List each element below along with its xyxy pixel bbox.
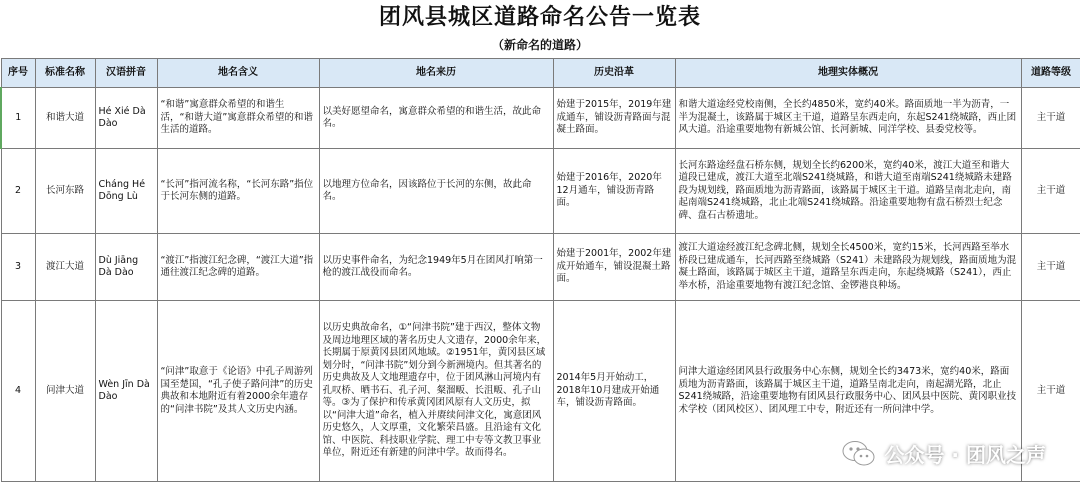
cell-pinyin: Hé Xié Dà Dào [95,88,157,149]
cell-seq: 1 [1,88,35,149]
table-row [1,301,1080,482]
cell-grade: 主干道 [1021,301,1080,482]
cell-history: 始建于2001年，2002年建成开始通车，铺设混凝土路面。 [553,234,675,301]
page-subtitle: （新命名的道路） [491,38,588,52]
cell-history: 2014年5月开始动工，2018年10月建成开始通车，铺设沥青路面。 [553,301,675,482]
cell-seq: 2 [1,149,35,234]
cell-overview: 渡江大道途经渡江纪念碑北侧，规划全长4500米，宽约15米，长河西路至举水桥段已建成通车，长河西路至绕城路（S241）未建路段为规划线，路面质地为混凝土路面，该路属于城区主干道，道路呈东西走向，东起绕城路（S241），西止举水桥，沿途重要地物有渡江纪念馆、金锣港良种场。 [675,234,1021,301]
header-standard-name: 标准名称 [35,59,95,88]
cell-meaning: “长河”指河流名称，“长河东路”指位于长河东侧的道路。 [157,149,319,234]
cell-grade: 主干道 [1021,88,1080,149]
cell-origin: 以地理方位命名，因该路位于长河的东侧，故此命名。 [319,149,553,234]
cell-meaning: “问津”取意于《论语》中孔子周游列国至楚国，“孔子使子路问津”的历史典故和本地附近有着2000余年遗存的“问津书院”及其人文历史内涵。 [157,301,319,482]
cell-standard-name: 长河东路 [35,149,95,234]
cell-pinyin: Cháng Hé Dōng Lù [95,149,157,234]
cell-standard-name: 问津大道 [35,301,95,482]
table-row [1,88,1080,149]
cell-origin: 以历史事件命名，为纪念1949年5月在团风打响第一枪的渡江战役而命名。 [319,234,553,301]
cell-grade: 主干道 [1021,234,1080,301]
cell-standard-name: 和谐大道 [35,88,95,149]
table-row [1,234,1080,301]
header-history: 历史沿革 [553,59,675,88]
cell-history: 始建于2015年，2019年建成通车，铺设沥青路面与混凝土路面。 [553,88,675,149]
cell-seq: 4 [1,301,35,482]
cell-overview: 问津大道途经团风县行政服务中心东侧，规划全长约3473米，宽约40米，路面质地为沥青路面，该路属于城区主干道，道路呈南北走向，南起湖光路，北止S241绕城路，沿途重要地物有团风县行政服务中心、团风县中医院、黄冈职业技术学校（团风校区）、团风理工中专，附近还有一所问津中学。 [675,301,1021,482]
cell-overview: 长河东路途经盘石桥东侧，规划全长约6200米，宽约40米，渡江大道至和谐大道段已建成，渡江大道至北端S241绕城路，和谐大道至南端S241绕城路未建路段为规划线，路面质地为沥青路面，该路属于城区主干道。道路呈南北走向，南起南端S241绕城路，北止北端S241绕城路。沿途重要地物有盘石桥烈士纪念碑、盘石古桥遗址。 [675,149,1021,234]
table-row [1,149,1080,234]
cell-meaning: “和谐”寓意群众希望的和谐生活，“和谐大道”寓意群众希望的和谐生活的道路。 [157,88,319,149]
cell-overview: 和谐大道途经党校南侧，全长约4850米，宽约40米。路面质地一半为沥青，一半为混凝土，该路属于城区主干道，道路呈东西走向，东起S241绕城路，西止团风大道。沿途重要地物有新城公馆、长河新城、同洋学校、县委党校等。 [675,88,1021,149]
cell-origin: 以美好愿望命名，寓意群众希望的和谐生活，故此命名。 [319,88,553,149]
table-header-row [1,59,1080,88]
cell-seq: 3 [1,234,35,301]
cell-standard-name: 渡江大道 [35,234,95,301]
watermark-text: 公众号 · 团风之声 [884,443,1046,467]
header-seq: 序号 [1,59,35,88]
header-grade: 道路等级 [1021,59,1080,88]
cell-pinyin: Dù Jiāng Dà Dào [95,234,157,301]
cell-pinyin: Wèn Jīn Dà Dào [95,301,157,482]
cell-history: 始建于2016年，2020年12月通车，铺设沥青路面。 [553,149,675,234]
page-title: 团风县城区道路命名公告一览表 [378,5,701,30]
header-origin: 地名来历 [319,59,553,88]
cell-origin: 以历史典故命名，①“问津书院”建于西汉，整体文物及周边地理区域的著名历史人文遗存，2000余年来，长期属于原黄冈县团风地域。②1951年，黄冈县区域划分时，“问津书院”划分到今新洲境内。但其著名的历史典故及人文地理遗存中，位于团风淋山河境内有孔叹桥、晒书石、孔子河、粲溜畈、长沮畈、孔子山等。③为了保护和传承黄冈团风原有人文历史，拟以“问津大道”命名，植入并赓续问津文化，寓意团风历史悠久，人文厚重，文化繁荣昌盛。且沿途有文化馆、中医院、科技职业学院、理工中专等文教卫事业单位，附近还有新建的问津中学。故而得名。 [319,301,553,482]
header-overview: 地理实体概况 [675,59,1021,88]
header-pinyin: 汉语拼音 [95,59,157,88]
header-meaning: 地名含义 [157,59,319,88]
cell-grade: 主干道 [1021,149,1080,234]
cell-meaning: “渡江”指渡江纪念碑，“渡江大道”指通往渡江纪念碑的道路。 [157,234,319,301]
road-naming-table [0,58,1080,482]
